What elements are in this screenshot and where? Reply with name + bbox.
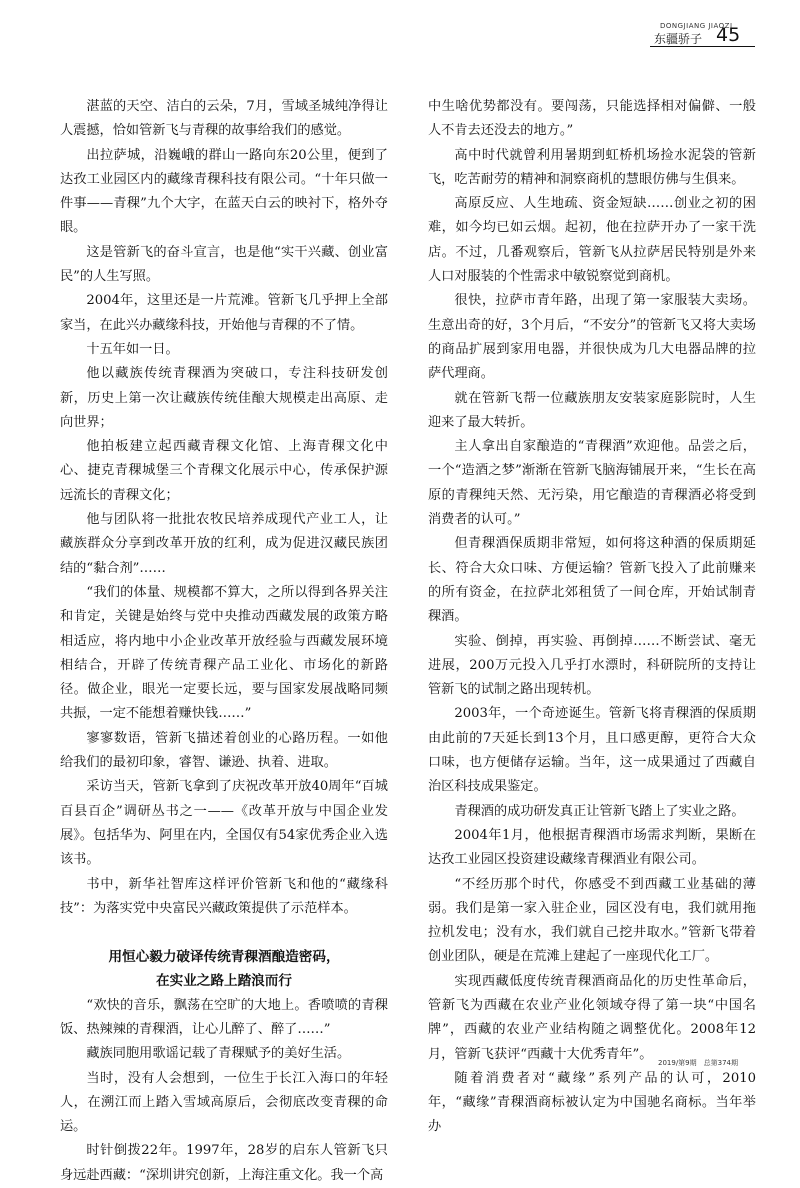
paragraph: “欢快的音乐，飘荡在空旷的大地上。香喷喷的青稞饭、热辣辣的青稞酒，让心儿醉了、醉了……”	[60, 997, 388, 1037]
paragraph: 青稞酒的成功研发真正让管新飞踏上了实业之路。	[454, 803, 745, 819]
paragraph: 十五年如一日。	[86, 341, 179, 357]
paragraph: 很快，拉萨市青年路，出现了第一家服装大卖场。生意出奇的好，3个月后，“不安分”的管新飞又将大卖场的商品扩展到家用电器，并很快成为几大电器品牌的拉萨代理商。	[428, 293, 756, 382]
paragraph: 书中，新华社智库这样评价管新飞和他的“藏缘科技”：为落实党中央富民兴藏政策提供了示范样本。	[60, 876, 388, 916]
paragraph: 当时，没有人会想到，一位生于长江入海口的年轻人，在溯江而上踏入雪域高原后，会彻底改变青稞的命运。	[60, 1070, 388, 1135]
paragraph: 主人拿出自家酿造的“青稞酒”欢迎他。品尝之后，一个“造酒之梦”渐渐在管新飞脑海铺展开来，“生长在高原的青稞纯天然、无污染，用它酿造的青稞酒必将受到消费者的认可。”	[428, 439, 756, 528]
paragraph: 他与团队将一批批农牧民培养成现代产业工人，让藏族群众分享到改革开放的红利，成为促进汉藏民族团结的“黏合剂”……	[60, 512, 388, 576]
section-heading-line-1: 用恒心毅力破译传统青稞酒酿造密码，	[108, 949, 340, 966]
page-number: 45	[716, 24, 741, 46]
section-gap	[60, 921, 388, 945]
paragraph: 湛蓝的天空、洁白的云朵，7月，雪域圣城纯净得让人震撼，恰如管新飞与青稞的故事给我们的感觉。	[60, 99, 388, 139]
paragraph: 2003年，一个奇迹诞生。管新飞将青稞酒的保质期由此前的7天延长到13个月，且口感更醇，更符合大众口味，也方便储存运输。当年，这一成果通过了西藏自治区科技成果鉴定。	[428, 706, 756, 795]
left-column	[60, 95, 388, 1188]
paragraph: 出拉萨城，沿巍峨的群山一路向东20公里，便到了达孜工业园区内的藏缘青稞科技有限公司。“十年只做一件事——青稞”九个大字，在蓝天白云的映衬下，格外夺眼。	[60, 147, 388, 236]
header-rule	[650, 46, 755, 47]
issue-footer: 2019/第9期 总第374期	[658, 1059, 738, 1067]
paragraph: 藏族同胞用歌谣记载了青稞赋予的美好生活。	[86, 1046, 351, 1062]
paragraph: 采访当天，管新飞拿到了庆祝改革开放40周年“百城百县百企”调研丛书之一——《改革开放与中国企业发展》。包括华为、阿里在内，全国仅有54家优秀企业入选该书。	[60, 779, 388, 868]
paragraph: “我们的体量、规模都不算大，之所以得到各界关注和肯定，关键是始终与党中央推动西藏发展的政策方略相适应，将内地中小企业改革开放经验与西藏发展环境相结合，开辟了传统青稞产品工业化、市场化的新路径。做企业，眼光一定要长远，要与国家发展战略同频共振，一定不能想着赚快钱……”	[60, 584, 388, 722]
magazine-title: 东疆骄子	[654, 32, 703, 46]
paragraph: “不经历那个时代，你感受不到西藏工业基础的薄弱。我们是第一家入驻企业，园区没有电，我们就用拖拉机发电；没有水，我们就自己挖井取水。”管新飞带着创业团队，硬是在荒滩上建起了一座现代化工厂。	[428, 876, 756, 965]
magazine-pinyin: DONGJIANG JIAOZI	[660, 22, 733, 30]
paragraph: 实验、倒掉，再实验、再倒掉……不断尝试、毫无进展，200万元投入几乎打水漂时，科研院所的支持让管新飞的试制之路出现转机。	[428, 633, 756, 698]
paragraph: 就在管新飞帮一位藏族朋友安装家庭影院时，人生迎来了最大转折。	[428, 390, 756, 430]
paragraph: 随着消费者对“藏缘”系列产品的认可，2010年，“藏缘”青稞酒商标被认定为中国驰名商标。当年举办	[428, 1070, 756, 1135]
section-heading-line-2: 在实业之路上踏浪而行	[156, 973, 292, 990]
page-header	[640, 22, 750, 48]
right-column	[428, 95, 756, 1140]
paragraph: 寥寥数语，管新飞描述着创业的心路历程。一如他给我们的最初印象，睿智、谦逊、执着、进取。	[60, 730, 388, 771]
paragraph: 2004年1月，他根据青稞酒市场需求判断，果断在达孜工业园区投资建设藏缘青稞酒业有限公司。	[428, 827, 756, 868]
paragraph-continued: 中生啥优势都没有。要闯荡，只能选择相对偏僻、一般人不肯去还没去的地方。”	[428, 99, 756, 139]
paragraph: 实现西藏低度传统青稞酒商品化的历史性革命后，管新飞为西藏在农业产业化领域夺得了第一块“中国名牌”，西藏的农业产业结构随之调整优化。2008年12月，管新飞获评“西藏十大优秀青年”。	[428, 973, 756, 1062]
paragraph: 他以藏族传统青稞酒为突破口，专注科技研发创新，历史上第一次让藏族传统佳酿大规模走出高原、走向世界；	[60, 366, 388, 430]
paragraph: 高原反应、人生地疏、资金短缺……创业之初的困难，如今均已如云烟。起初，他在拉萨开办了一家干洗店。不过，几番观察后，管新飞从拉萨居民特别是外来人口对服装的个性需求中敏锐察觉到商机。	[428, 196, 756, 285]
paragraph: 2004年，这里还是一片荒滩。管新飞几乎押上全部家当，在此兴办藏缘科技，开始他与青稞的不了情。	[60, 293, 388, 333]
paragraph: 高中时代就曾利用暑期到虹桥机场捡水泥袋的管新飞，吃苦耐劳的精神和洞察商机的慧眼仿佛与生俱来。	[428, 147, 756, 187]
paragraph: 但青稞酒保质期非常短，如何将这种酒的保质期延长、符合大众口味、方便运输？管新飞投入了此前赚来的所有资金，在拉萨北郊租赁了一间仓库，开始试制青稞酒。	[428, 536, 756, 625]
paragraph: 他拍板建立起西藏青稞文化馆、上海青稞文化中心、捷克青稞城堡三个青稞文化展示中心，传承保护源远流长的青稞文化；	[60, 439, 388, 503]
paragraph: 时针倒拨22年。1997年，28岁的启东人管新飞只身远赴西藏：“深圳讲究创新，上海注重文化。我一个高	[60, 1143, 388, 1183]
paragraph: 这是管新飞的奋斗宣言，也是他“实干兴藏、创业富民”的人生写照。	[60, 244, 388, 285]
